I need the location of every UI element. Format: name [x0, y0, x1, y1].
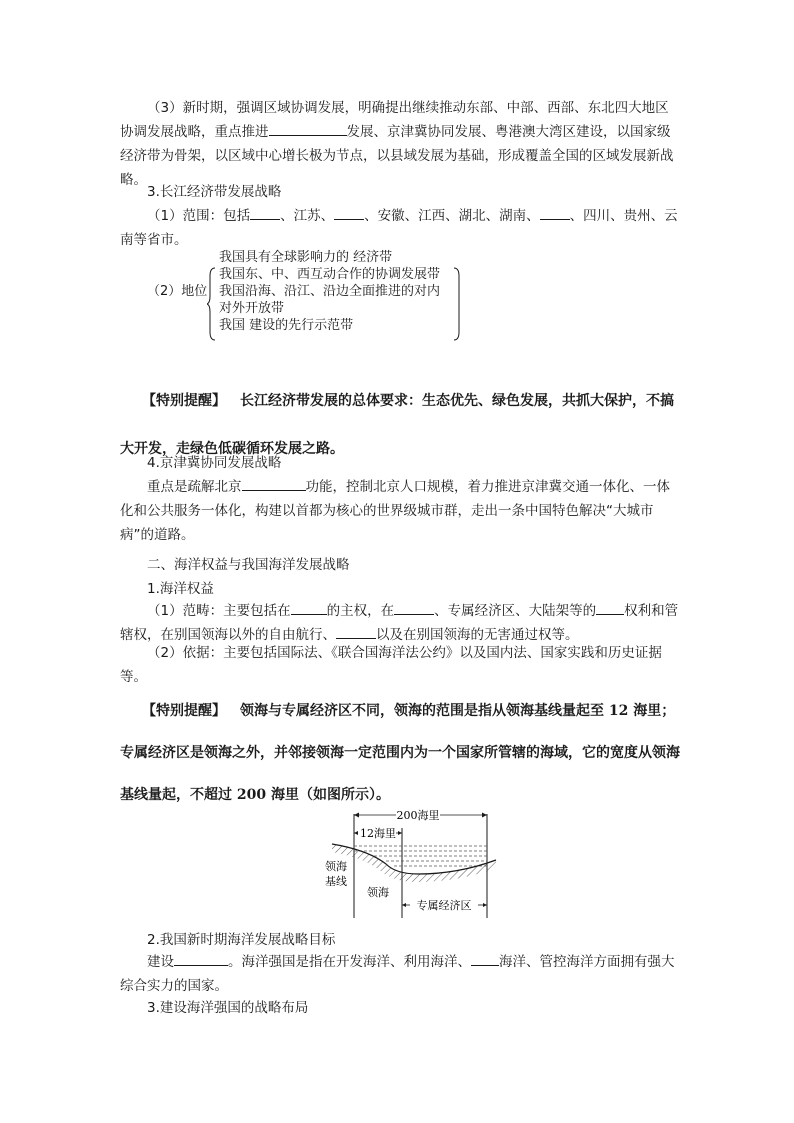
item-number: （3） [147, 100, 183, 116]
maritime-zones-diagram [318, 806, 498, 924]
paragraph-text: 新时期，强调区域协调发展，明确提出继续推动东部、中部、西部、东北四大地区协调发展战略，重点推进 [120, 100, 669, 140]
label-baseline-2: 基线 [325, 875, 347, 888]
answer-blank [471, 951, 499, 966]
section-heading-rights: 1.海洋权益 [147, 581, 214, 597]
section-heading-goal: 2.我国新时期海洋发展战略目标 [147, 932, 336, 948]
paragraph-text: （1）范畴：主要包括在 [147, 603, 291, 619]
status-item: 我国东、中、西互动合作的协调发展带 [219, 267, 441, 282]
status-label: （2）地位 [147, 284, 208, 299]
scope-text: 、江苏、 [280, 208, 335, 224]
label-eez: 专属经济区 [416, 899, 472, 912]
section-heading-layout: 3.建设海洋强国的战略布局 [147, 1000, 309, 1016]
paragraph-text: 重点是疏解北京 [147, 479, 242, 495]
right-brace-icon [452, 266, 462, 342]
answer-blank [540, 205, 570, 220]
answer-blank [334, 205, 364, 220]
paragraph-text: 权利和管辖权，在别国领海以外的自由航行、 [120, 603, 679, 643]
section-heading-jjj: 4.京津冀协同发展战略 [147, 455, 282, 471]
reminder-label: 【特别提醒】 [142, 703, 226, 719]
reminder-text: 领海与专属经济区不同，领海的范围是指从领海基线量起至 12 海里；专属经济区是领海之外，并邻接领海一定范围内为一个国家所管辖的海域，它的宽度从领海基线量起，不超过 200 海里（如图所示）。 [120, 703, 680, 803]
answer-blank [250, 205, 280, 220]
status-item: 我国沿海、沿江、沿边全面推进的对内 [219, 284, 441, 299]
status-item: 我国具有全球影响力的 经济带 [219, 250, 393, 265]
answer-blank [291, 600, 327, 615]
reminder-text: 长江经济带发展的总体要求：生态优先、绿色发展，共抓大保护，不搞大开发，走绿色低碳循环发展之路。 [120, 393, 674, 457]
scope-label: （1）范围：包括 [147, 208, 251, 224]
label-12-nm: 12海里 [360, 827, 396, 840]
section-title-ocean: 二、海洋权益与我国海洋发展战略 [147, 557, 350, 573]
paragraph-rights-scope [120, 599, 680, 647]
scope-text: 、四川、贵州、云南等省市。 [120, 208, 678, 248]
paragraph-text: 建设 [147, 954, 174, 970]
label-baseline-1: 领海 [325, 860, 347, 873]
paragraph-text: 的主权，在 [326, 603, 395, 619]
reminder-label: 【特别提醒】 [142, 393, 226, 409]
answer-blank [394, 600, 434, 615]
paragraph-jjj [120, 475, 680, 547]
answer-blank [242, 476, 306, 491]
special-reminder-ocean [120, 690, 680, 816]
paragraph-text: 。海洋强国是指在开发海洋、利用海洋、 [228, 954, 471, 970]
paragraph-text: 、专属经济区、大陆架等的 [434, 603, 597, 619]
answer-blank [336, 624, 376, 639]
left-brace-icon [207, 266, 217, 342]
paragraph-text: 功能，控制北京人口规模，着力推进京津冀交通一体化、一体化和公共服务一体化，构建以首都为核心的世界级城市群，走出一条中国特色解决“大城市病”的道路。 [120, 479, 670, 543]
paragraph-rights-basis: （2）依据：主要包括国际法、《联合国海洋法公约》以及国内法、国家实践和历史证据等。 [120, 645, 662, 685]
status-item: 对外开放带 [219, 301, 285, 316]
label-200-nm: 200海里 [396, 809, 440, 822]
scope-text: 、安徽、江西、湖北、湖南、 [364, 208, 540, 224]
paragraph-yangtze-scope [120, 204, 680, 252]
label-territorial-sea: 领海 [367, 886, 389, 899]
answer-blank [174, 951, 228, 966]
paragraph-goal [120, 950, 680, 998]
paragraph-text: 海洋、管控海洋方面拥有强大综合实力的国家。 [120, 954, 675, 994]
paragraph-text: 以及在别国领海的无害通过权等。 [376, 627, 579, 643]
answer-blank [269, 121, 347, 136]
paragraph-regional-strategy [120, 96, 680, 192]
status-item: 我国 建设的先行示范带 [219, 318, 354, 333]
answer-blank [596, 600, 624, 615]
paragraph-text: 发展、京津冀协同发展、粤港澳大湾区建设，以国家级经济带为骨架，以区域中心增长极为节点，以县域发展为基础，形成覆盖全国的区域发展新战略。 [120, 124, 674, 188]
section-heading-yangtze: 3.长江经济带发展战略 [147, 184, 282, 200]
